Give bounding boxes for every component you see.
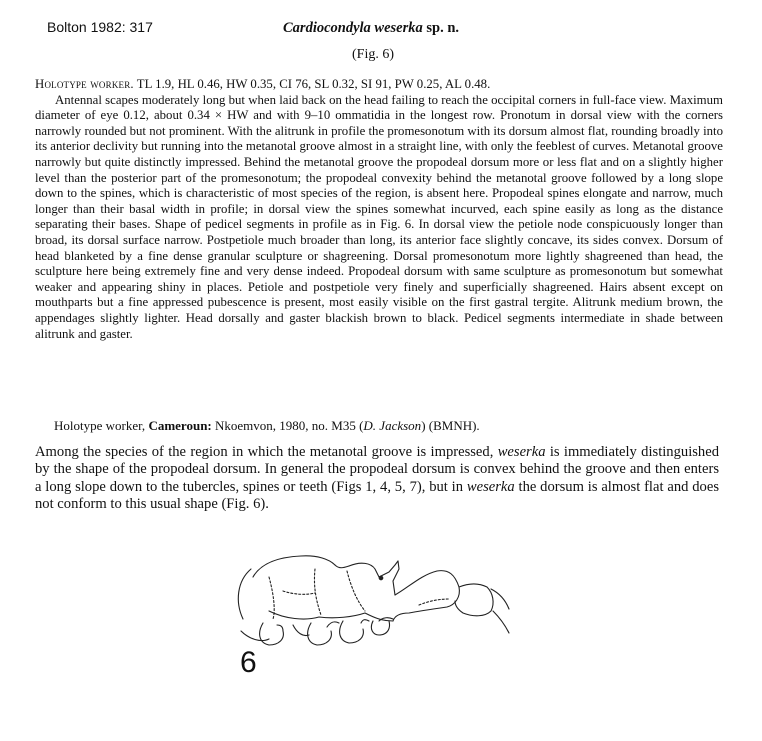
remarks-text-1: Among the species of the region in which the metanotal groove is impressed, [35, 444, 498, 460]
holotype-locality: Nkoemvon, 1980, no. M35 ( [211, 418, 364, 433]
remarks-text-3: the dorsum is almost flat and does not conform to this usual shape (Fig. 6). [35, 478, 719, 513]
holotype-description [35, 77, 723, 342]
holotype-country: Cameroun: [148, 418, 212, 433]
measurements: TL 1.9, HL 0.46, HW 0.35, CI 76, SL 0.32, SI 91, PW 0.25, AL 0.48. [133, 77, 491, 91]
figure-number: 6 [240, 646, 257, 679]
holotype-prefix: Holotype worker, [54, 418, 149, 433]
holotype-collector: D. Jackson [363, 418, 422, 433]
remarks-text-2: is immediately distinguished by the shape of the propodeal dorsum. In general the propodeal dorsum is convex behind the groove and then enters a long slope down to the tubercles, spines or teeth (Figs 1, 4, 5, 7), but in [35, 444, 719, 495]
remarks-species-2: weserka [466, 478, 515, 495]
figure-reference: (Fig. 6) [352, 47, 394, 62]
remarks-species-1: weserka [497, 444, 546, 460]
holotype-material [54, 418, 734, 434]
ant-profile-figure [223, 547, 523, 697]
caste-label: Holotype worker. [35, 77, 134, 91]
species-name: Cardiocondyla weserka [283, 20, 423, 36]
source-citation: Bolton 1982: 317 [47, 19, 153, 35]
species-status: sp. n. [422, 20, 460, 36]
description-body: Antennal scapes moderately long but when laid back on the head failing to reach the occipital corners in full-face view. Maximum diameter of eye 0.12, about 0.34 × HW and with 9–10 ommatidia in the longest row. Pronotum in dorsal view with the corners narrowly rounded but not prominent. With the alitrunk in profile the promesonotum with its dorsum almost flat, rounding broadly into its anterior declivity but running into the metanotal groove almost in a straight line, with only the feeblest of curves. Metanotal groove narrowly but quite distinctly impressed. Behind the metanotal groove the propodeal dorsum more or less flat and on a slightly higher level than the posterior part of the promesonotum; the propodeal convexity behind the metanotal groove followed by a long slope down to the spines, which is characteristic of most species of the region, is absent here. Propodeal spines elongate and narrow, much longer than their basal width in profile; in dorsal view the spines somewhat incurved, each spine easily as long as the distance separating their bases. Shape of pedicel segments in profile as in Fig. 6. In dorsal view the petiole node conspicuously longer than broad, its dorsal surface narrow. Postpetiole much broader than long, its anterior face slightly concave, its sides convex. Dorsum of head blanketed by a fine dense granular sculpture or shagreening. Dorsal promesonotum more lightly shagreened than head, the sculpture here being extremely fine and very dense indeed. Propodeal dorsum with same sculpture as promesonotum but somewhat weaker and appearing shiny in places. Petiole and postpetiole very finely and superficially shagreened. Hairs absent except on mouthparts but a fine appressed pubescence is present, most easily visible on the first gastral tergite. Alitrunk medium brown, the appendages slightly lighter. Head dorsally and gaster blackish brown to black. Pedicel segments intermediate in shade between alitrunk and gaster. [35, 92, 723, 341]
holotype-depository: ) (BMNH). [421, 418, 480, 433]
diagnostic-remarks [35, 444, 719, 514]
species-title [283, 20, 459, 37]
